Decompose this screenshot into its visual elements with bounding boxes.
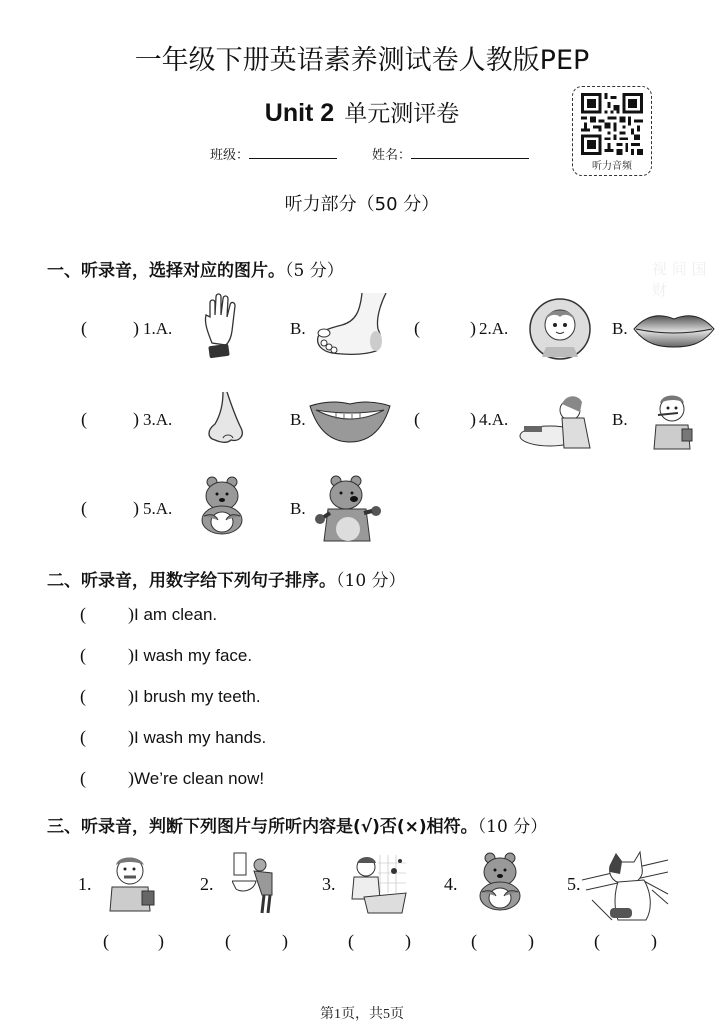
answer-open-paren: ( xyxy=(80,604,86,624)
section3-heading-text: 三、听录音，判断下列图片与所听内容是(√)否(×)相符。 xyxy=(47,817,478,837)
q2-option-b: B. xyxy=(612,319,628,338)
boy-washing-hands-icon xyxy=(350,853,408,915)
judge-blank-5[interactable] xyxy=(606,931,646,953)
answer-open-paren: ( xyxy=(80,727,86,747)
q2-number: 2.A. xyxy=(479,319,509,338)
answer-open-paren: ( xyxy=(81,498,87,518)
sentence-row xyxy=(80,768,264,789)
q3-number: 3.A. xyxy=(143,410,173,429)
sentence-row xyxy=(80,686,261,707)
judge-close-paren: ) xyxy=(405,931,411,951)
answer-close-paren: ) xyxy=(128,727,134,747)
qr-code-icon xyxy=(581,93,643,155)
sentence-row xyxy=(80,645,252,666)
judge-blank-4[interactable] xyxy=(483,931,523,953)
qr-code-box[interactable] xyxy=(572,86,652,176)
boy-brushing-teeth-icon xyxy=(650,391,700,451)
q1-option-b: B. xyxy=(290,319,306,338)
answer-close-paren: ) xyxy=(128,604,134,624)
answer-open-paren: ( xyxy=(80,768,86,788)
answer-blank-q2[interactable] xyxy=(432,318,466,340)
answer-close-paren: ) xyxy=(470,409,476,429)
faint-bleed-text: 视 间 国 财 xyxy=(652,260,707,299)
cat-icon xyxy=(582,850,670,922)
bear-washing-icon xyxy=(474,852,526,912)
name-blank[interactable] xyxy=(411,146,529,159)
answer-close-paren: ) xyxy=(128,768,134,788)
answer-blank-q3[interactable] xyxy=(100,409,130,431)
sentence-text: We’re clean now! xyxy=(134,769,265,788)
section1-heading xyxy=(47,256,344,281)
item1-number: 1. xyxy=(78,874,92,894)
bear-washing-icon xyxy=(196,476,248,536)
item3-number: 3. xyxy=(322,874,336,894)
answer-open-paren: ( xyxy=(81,318,87,338)
answer-close-paren: ) xyxy=(128,686,134,706)
judge-blank-1[interactable] xyxy=(115,931,155,953)
nose-icon xyxy=(205,390,245,450)
section3-points: （10 分） xyxy=(477,817,548,837)
judge-open-paren: ( xyxy=(348,931,354,951)
document-title: 一年级下册英语素养测试卷人教版PEP xyxy=(134,45,590,76)
answer-open-paren: ( xyxy=(414,409,420,429)
answer-close-paren: ) xyxy=(133,498,139,518)
answer-open-paren: ( xyxy=(81,409,87,429)
judge-close-paren: ) xyxy=(282,931,288,951)
listening-section-title: 听力部分（50 分） xyxy=(284,194,440,215)
girl-face-icon xyxy=(528,297,592,361)
item4-number: 4. xyxy=(444,874,458,894)
boy-washing-at-sink-icon xyxy=(232,851,280,917)
section3-heading xyxy=(47,812,547,837)
section2-points: （10 分） xyxy=(336,571,406,591)
judge-blank-3[interactable] xyxy=(360,931,400,953)
item2-number: 2. xyxy=(200,874,214,894)
boy-brushing-teeth-icon xyxy=(104,853,160,913)
answer-blank-q1[interactable] xyxy=(100,318,130,340)
answer-blank-q5[interactable] xyxy=(100,498,130,520)
sentence-row xyxy=(80,604,217,625)
sentence-text: I wash my hands. xyxy=(134,728,267,747)
judge-open-paren: ( xyxy=(225,931,231,951)
bear-waving-icon xyxy=(314,473,384,543)
qr-label: 听力音频 xyxy=(592,161,632,172)
section1-heading-text: 一、听录音，选择对应的图片。 xyxy=(47,261,285,281)
answer-close-paren: ) xyxy=(133,409,139,429)
class-field[interactable] xyxy=(210,144,337,163)
judge-close-paren: ) xyxy=(651,931,657,951)
sentence-text: I wash my face. xyxy=(134,646,253,665)
sentence-text: I brush my teeth. xyxy=(134,687,261,706)
judge-open-paren: ( xyxy=(594,931,600,951)
judge-open-paren: ( xyxy=(471,931,477,951)
q4-number: 4.A. xyxy=(479,410,509,429)
sentence-text: I am clean. xyxy=(134,605,218,624)
unit-label: Unit 2 xyxy=(264,99,335,127)
answer-blank-q4[interactable] xyxy=(432,409,466,431)
mouth-teeth-icon xyxy=(308,398,392,444)
sentence-row xyxy=(80,727,266,748)
judge-close-paren: ) xyxy=(528,931,534,951)
q1-number: 1.A. xyxy=(143,319,173,338)
q5-number: 5.A. xyxy=(143,499,173,518)
answer-close-paren: ) xyxy=(128,645,134,665)
q5-option-b: B. xyxy=(290,499,306,518)
lips-icon xyxy=(632,309,716,349)
foot-icon xyxy=(312,293,392,363)
judge-blank-2[interactable] xyxy=(237,931,277,953)
q3-option-b: B. xyxy=(290,410,306,429)
section2-heading xyxy=(47,566,406,591)
q4-option-b: B. xyxy=(612,410,628,429)
name-label: 姓名： xyxy=(372,148,412,163)
item5-number: 5. xyxy=(567,874,581,894)
class-blank[interactable] xyxy=(249,146,337,159)
answer-open-paren: ( xyxy=(80,645,86,665)
subtitle-text: 单元测评卷 xyxy=(344,101,460,127)
judge-close-paren: ) xyxy=(158,931,164,951)
hand-icon xyxy=(200,293,240,363)
judge-open-paren: ( xyxy=(103,931,109,951)
section1-points: （5 分） xyxy=(285,261,344,281)
class-label: 班级： xyxy=(210,148,250,163)
page-number: 第1页，共5页 xyxy=(320,1007,404,1022)
section2-heading-text: 二、听录音，用数字给下列句子排序。 xyxy=(47,571,336,591)
answer-open-paren: ( xyxy=(80,686,86,706)
answer-close-paren: ) xyxy=(133,318,139,338)
answer-close-paren: ) xyxy=(470,318,476,338)
answer-open-paren: ( xyxy=(414,318,420,338)
name-field[interactable] xyxy=(372,144,529,163)
girl-washing-face-icon xyxy=(518,390,602,450)
